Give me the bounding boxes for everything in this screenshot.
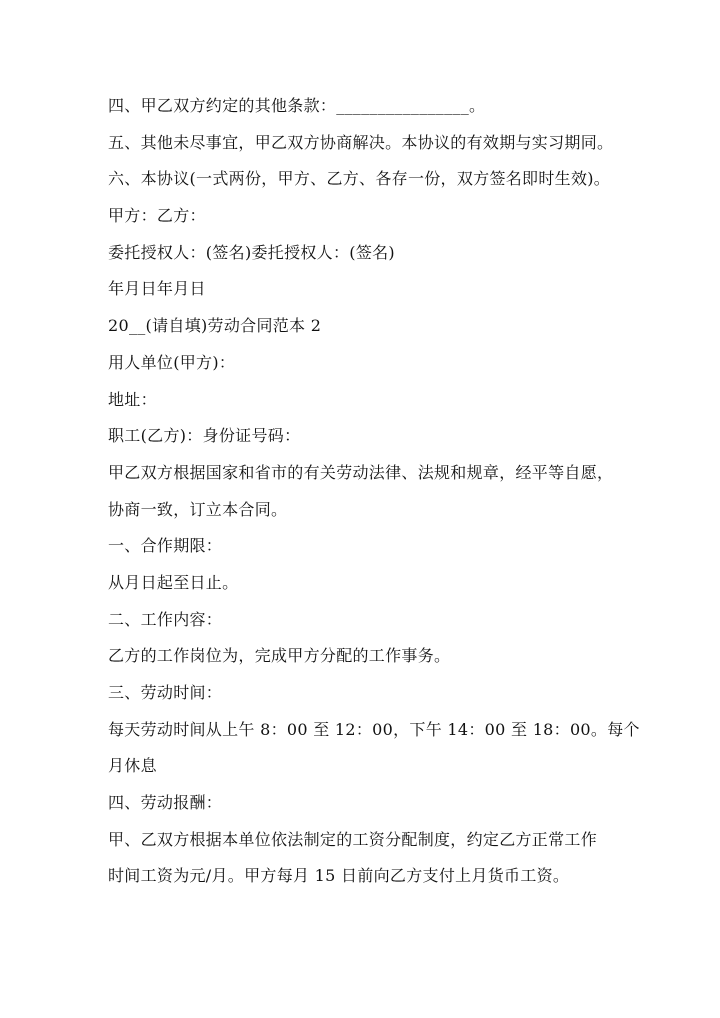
address-label: 地址： — [108, 389, 157, 409]
authorized-signatories: 委托授权人：(签名)委托授权人：(签名) — [108, 242, 395, 262]
section-pay-body-1: 甲、乙双方根据本单位依法制定的工资分配制度，约定乙方正常工作 — [108, 829, 598, 849]
section-pay-body-2: 时间工资为元/月。甲方每月 15 日前向乙方支付上月货币工资。 — [108, 866, 570, 886]
section-work-body: 乙方的工作岗位为，完成甲方分配的工作事务。 — [108, 646, 451, 666]
section-hours-body-1: 每天劳动时间从上午 8：00 至 12：00，下午 14：00 至 18：00。每个 — [108, 719, 640, 739]
preamble-line-2: 协商一致，订立本合同。 — [108, 499, 288, 519]
clause-six-copies: 六、本协议(一式两份，甲方、乙方、各存一份，双方签名即时生效)。 — [108, 169, 611, 189]
signature-dates: 年月日年月日 — [108, 279, 206, 299]
section-pay-heading: 四、劳动报酬： — [108, 793, 223, 813]
section-hours-heading: 三、劳动时间： — [108, 683, 223, 702]
employer-label: 用人单位(甲方)： — [108, 352, 236, 372]
contract-title: 20__(请自填)劳动合同范本 2 — [108, 316, 322, 336]
party-labels: 甲方：乙方： — [108, 206, 206, 226]
clause-four-other-terms: 四、甲乙双方约定的其他条款：________________。 — [108, 96, 486, 115]
clause-five-other-matters: 五、其他未尽事宜，甲乙双方协商解决。本协议的有效期与实习期同。 — [108, 132, 614, 152]
section-term-heading: 一、合作期限： — [108, 536, 223, 556]
employee-id-label: 职工(乙方)：身份证号码： — [108, 426, 301, 446]
section-work-heading: 二、工作内容： — [108, 609, 223, 629]
section-hours-body-2: 月休息 — [108, 756, 157, 776]
preamble-line-1: 甲乙双方根据国家和省市的有关劳动法律、法规和规章，经平等自愿， — [108, 462, 614, 482]
document-body — [108, 88, 640, 895]
section-term-body: 从月日起至日止。 — [108, 572, 239, 592]
